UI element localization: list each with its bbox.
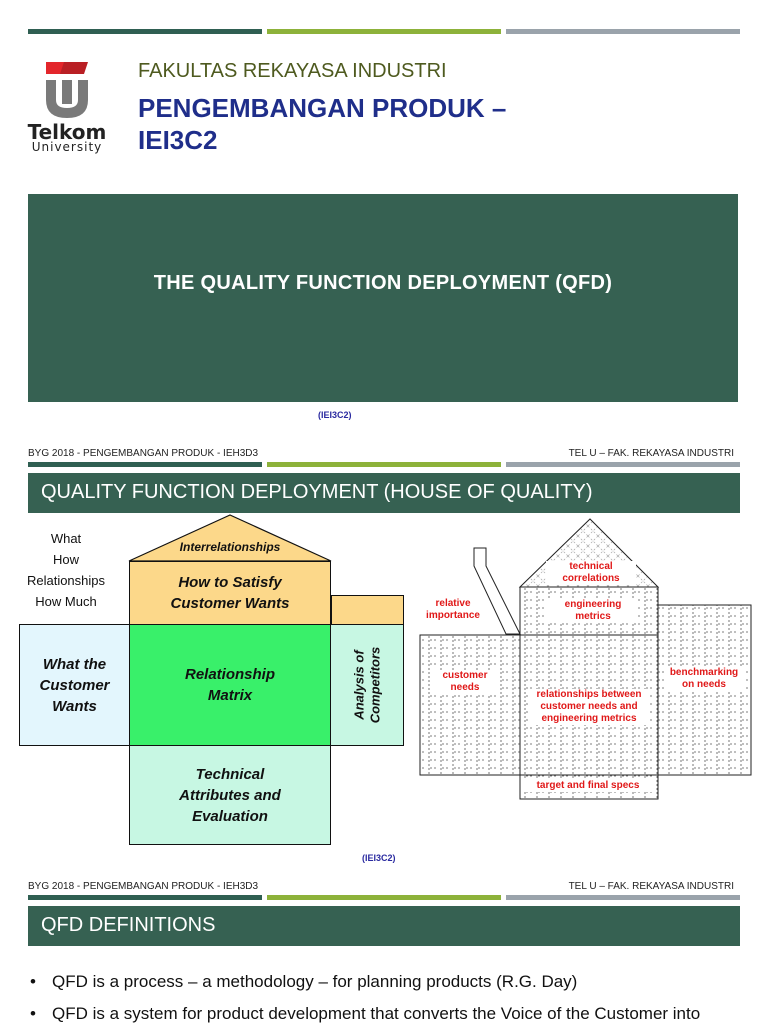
matrix-box — [129, 624, 331, 746]
slide-title: THE QUALITY FUNCTION DEPLOYMENT (QFD) — [153, 272, 613, 294]
technical-box — [129, 745, 331, 845]
matrix-label: Relationship Matrix — [184, 666, 275, 704]
legend-relationships: Relationships — [26, 573, 106, 588]
footer-right-3: TEL U – FAK. REKAYASA INDUSTRI — [568, 881, 734, 892]
list-item — [30, 972, 750, 992]
title-banner — [28, 194, 738, 402]
rule-green-3 — [267, 895, 501, 900]
competitors-cap — [331, 595, 404, 625]
roof-label: Interrelationships — [179, 540, 281, 554]
list-item — [30, 1004, 750, 1024]
what-label: What the Customer Wants — [39, 655, 110, 715]
label-customer-needs: customer needs — [430, 670, 500, 694]
label-relationships: relationships between customer needs and engineering metrics — [529, 689, 649, 725]
what-box — [19, 624, 130, 746]
bullet-icon: • — [30, 972, 36, 991]
qfd-house-diagram — [418, 516, 754, 802]
course-title-line1: PENGEMBANGAN PRODUK – — [138, 93, 507, 123]
bullet-text: QFD is a system for product development that converts the Voice of the Customer into — [52, 1004, 701, 1023]
how-label: How to Satisfy Customer Wants — [170, 574, 290, 612]
label-technical-correlations: technical correlations — [546, 561, 636, 585]
course-code: (IEI3C2) — [318, 410, 352, 420]
definitions-list — [30, 972, 750, 1036]
telkom-logo — [26, 60, 108, 156]
hoq-roof — [128, 514, 332, 562]
competitors-box — [330, 624, 404, 746]
rule-dark-3 — [28, 895, 262, 900]
logo-subtitle: University — [31, 140, 103, 154]
logo-wordmark: Telkom — [27, 120, 107, 144]
hoq-legend — [20, 528, 112, 612]
bullet-text: QFD is a process – a methodology – for planning products (R.G. Day) — [52, 972, 578, 991]
top-rule-gray — [506, 29, 740, 34]
rule-gray-3 — [506, 895, 740, 900]
label-engineering-metrics: engineering metrics — [548, 599, 638, 623]
footer-left: BYG 2018 - PENGEMBANGAN PRODUK - IEH3D3 — [28, 448, 259, 459]
section-heading-3: QFD DEFINITIONS — [41, 914, 216, 936]
bullet-icon: • — [30, 1004, 36, 1023]
label-benchmarking: benchmarking on needs — [664, 667, 744, 691]
legend-how: How — [52, 552, 79, 567]
competitors-label: Analysis of Competitors — [351, 646, 382, 724]
rule-dark — [28, 462, 262, 467]
rule-gray — [506, 462, 740, 467]
course-title-line2: IEI3C2 — [138, 125, 218, 155]
course-title — [138, 92, 578, 156]
label-target-specs: target and final specs — [522, 780, 654, 792]
top-rule-dark — [28, 29, 262, 34]
footer-right: TEL U – FAK. REKAYASA INDUSTRI — [568, 448, 734, 459]
telkom-emblem-icon — [26, 60, 108, 120]
how-box — [129, 561, 331, 625]
faculty-name: FAKULTAS REKAYASA INDUSTRI — [138, 60, 447, 82]
footer-left-3: BYG 2018 - PENGEMBANGAN PRODUK - IEH3D3 — [28, 881, 259, 892]
rule-green — [267, 462, 501, 467]
technical-label: Technical Attributes and Evaluation — [179, 765, 281, 825]
legend-what: What — [50, 531, 82, 546]
top-rule-green — [267, 29, 501, 34]
label-relative-importance: relative importance — [426, 598, 480, 621]
course-code-2: (IEI3C2) — [362, 853, 396, 863]
legend-how-much: How Much — [35, 594, 97, 609]
section-heading: QUALITY FUNCTION DEPLOYMENT (HOUSE OF QUALITY) — [41, 481, 593, 503]
